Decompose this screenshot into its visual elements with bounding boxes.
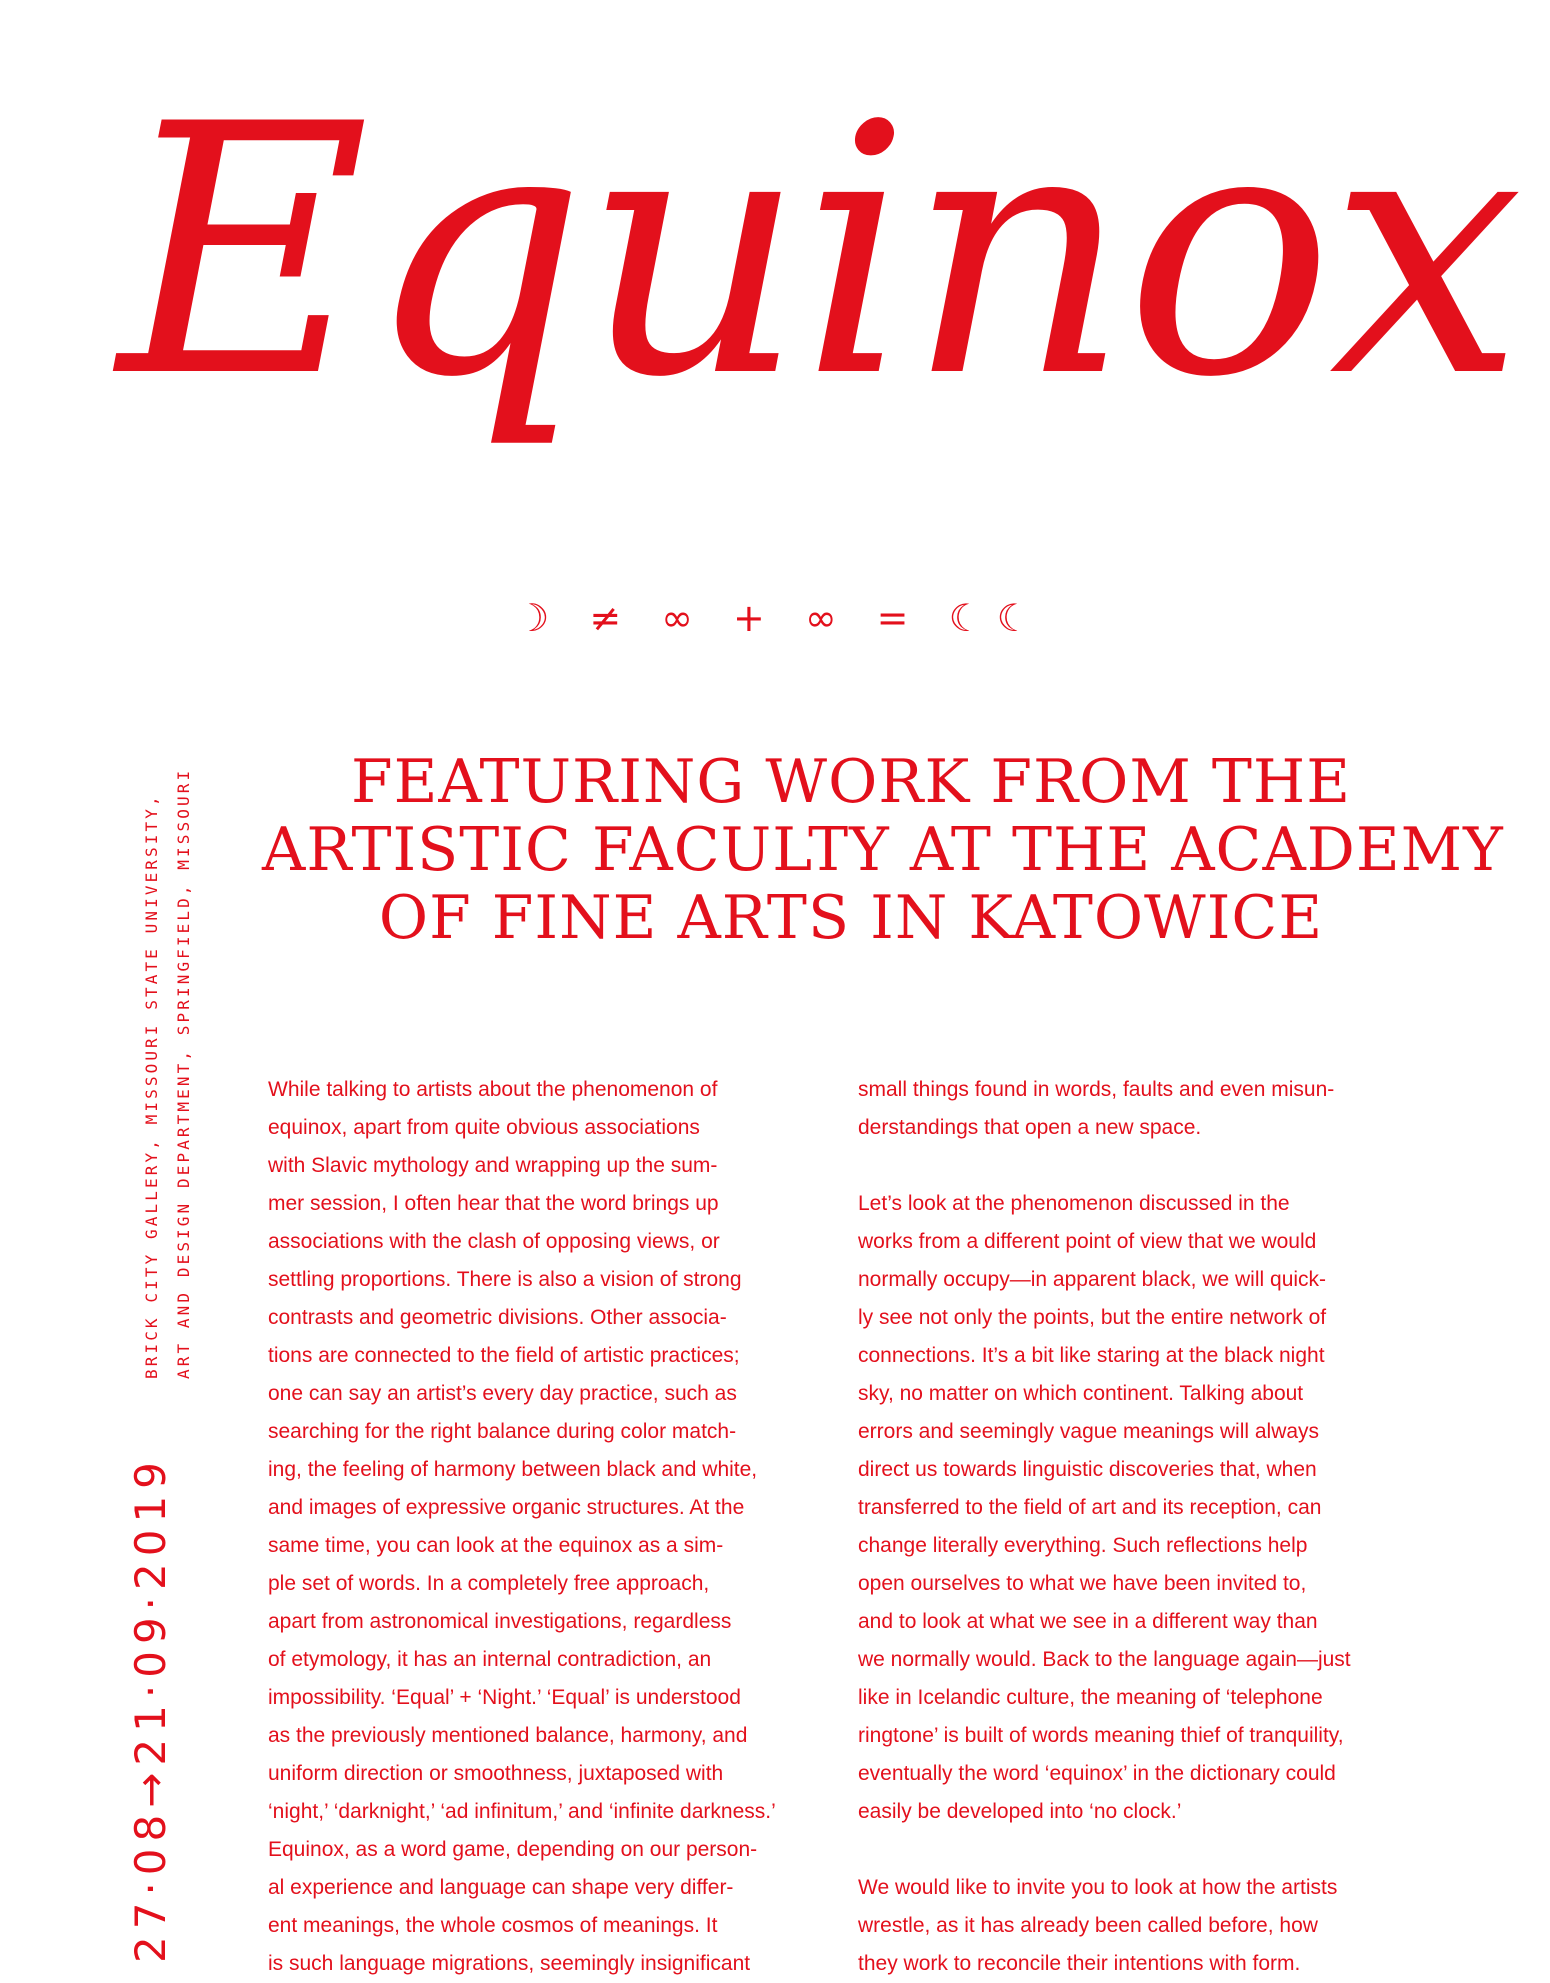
body-text-line: errors and seemingly vague meanings will always <box>858 1420 1320 1443</box>
body-text-line: same time, you can look at the equinox as a sim- <box>268 1534 724 1557</box>
body-text-line: derstandings that open a new space. <box>858 1116 1202 1139</box>
body-text-line: apart from astronomical investigations, regardless <box>268 1610 732 1633</box>
body-text-line: easily be developed into ‘no clock.’ <box>858 1800 1182 1823</box>
body-text-line: tions are connected to the field of artistic practices; <box>268 1344 740 1367</box>
body-text-line: mer session, I often hear that the word brings up <box>268 1192 719 1215</box>
subtitle-line: ARTISTIC FACULTY AT THE ACADEMY <box>262 815 1504 885</box>
page-title: Equinox <box>118 52 1520 453</box>
body-text-line: normally occupy—in apparent black, we will quick- <box>858 1268 1327 1291</box>
body-text-line: we normally would. Back to the language again—just <box>858 1648 1351 1671</box>
moon-formula: ☽ ≠ ∞ + ∞ = ☾☾ <box>515 596 1045 640</box>
body-text-line: of etymology, it has an internal contradiction, an <box>268 1648 712 1671</box>
body-text-line: like in Icelandic culture, the meaning of ‘telephone <box>858 1686 1323 1709</box>
body-text-line: ‘night,’ ‘darknight,’ ‘ad infinitum,’ and ‘infinite darkness.’ <box>268 1800 776 1823</box>
body-text-line: one can say an artist’s every day practice, such as <box>268 1382 737 1405</box>
body-text-line: associations with the clash of opposing views, or <box>268 1230 720 1253</box>
body-text-line: impossibility. ‘Equal’ + ‘Night.’ ‘Equal’ is understood <box>268 1686 741 1709</box>
body-text-line: While talking to artists about the phenomenon of <box>268 1078 718 1101</box>
body-text-line: ple set of words. In a completely free approach, <box>268 1572 710 1595</box>
body-text-line: ent meanings, the whole cosmos of meanings. It <box>268 1914 718 1937</box>
body-text-line: change literally everything. Such reflections help <box>858 1534 1308 1557</box>
body-text-line: equinox, apart from quite obvious associations <box>268 1116 700 1139</box>
venue-line: ART AND DESIGN DEPARTMENT, SPRINGFIELD, MISSOURI <box>174 767 193 1379</box>
body-text-line: transferred to the field of art and its reception, can <box>858 1496 1322 1519</box>
body-text-line: open ourselves to what we have been invited to, <box>858 1572 1307 1595</box>
body-text-line: with Slavic mythology and wrapping up the sum- <box>268 1154 718 1177</box>
body-text-line: uniform direction or smoothness, juxtaposed with <box>268 1762 724 1785</box>
body-text-line: is such language migrations, seemingly insignificant <box>268 1952 751 1975</box>
subtitle <box>262 747 1504 953</box>
body-text-line: ly see not only the points, but the entire network of <box>858 1306 1327 1329</box>
body-text-line: Equinox, as a word game, depending on our person- <box>268 1838 758 1861</box>
body-text-line: We would like to invite you to look at how the artists <box>858 1876 1338 1899</box>
body-text-line: as the previously mentioned balance, harmony, and <box>268 1724 748 1747</box>
body-text-line: wrestle, as it has already been called before, how <box>858 1914 1318 1937</box>
body-text-line: works from a different point of view that we would <box>858 1230 1317 1253</box>
body-text-line: ringtone’ is built of words meaning thief of tranquility, <box>858 1724 1344 1747</box>
exhibition-dates: 27·08→21·09·2019 <box>126 1455 175 1963</box>
body-text-line: settling proportions. There is also a vision of strong <box>268 1268 742 1291</box>
body-text-line: small things found in words, faults and even misun- <box>858 1078 1335 1101</box>
body-text-line: ing, the feeling of harmony between black and white, <box>268 1458 758 1481</box>
body-text-line: eventually the word ‘equinox’ in the dictionary could <box>858 1762 1336 1785</box>
vertical-sidebar <box>126 741 193 1981</box>
body-column-left <box>268 1071 843 1983</box>
paragraph-gap <box>858 1147 1428 1185</box>
body-text-line: searching for the right balance during color match- <box>268 1420 737 1443</box>
body-text-line: contrasts and geometric divisions. Other associa- <box>268 1306 727 1329</box>
paragraph-gap <box>858 1831 1428 1869</box>
body-text-line: they work to reconcile their intentions with form. <box>858 1952 1301 1975</box>
venue-line: BRICK CITY GALLERY, MISSOURI STATE UNIVERSITY, <box>142 793 161 1379</box>
body-text-line: connections. It’s a bit like staring at the black night <box>858 1344 1325 1367</box>
body-text-line: al experience and language can shape very differ- <box>268 1876 734 1899</box>
body-text-line: sky, no matter on which continent. Talking about <box>858 1382 1304 1405</box>
subtitle-line: FEATURING WORK FROM THE <box>350 747 1352 817</box>
body-text-line: Let’s look at the phenomenon discussed in the <box>858 1192 1290 1215</box>
subtitle-line: OF FINE ARTS IN KATOWICE <box>378 883 1324 953</box>
body-text-line: direct us towards linguistic discoveries that, when <box>858 1458 1317 1481</box>
body-text-line: and images of expressive organic structures. At the <box>268 1496 745 1519</box>
body-column-right <box>858 1071 1428 1983</box>
venue-info <box>136 768 200 1379</box>
body-text-line: and to look at what we see in a different way than <box>858 1610 1318 1633</box>
